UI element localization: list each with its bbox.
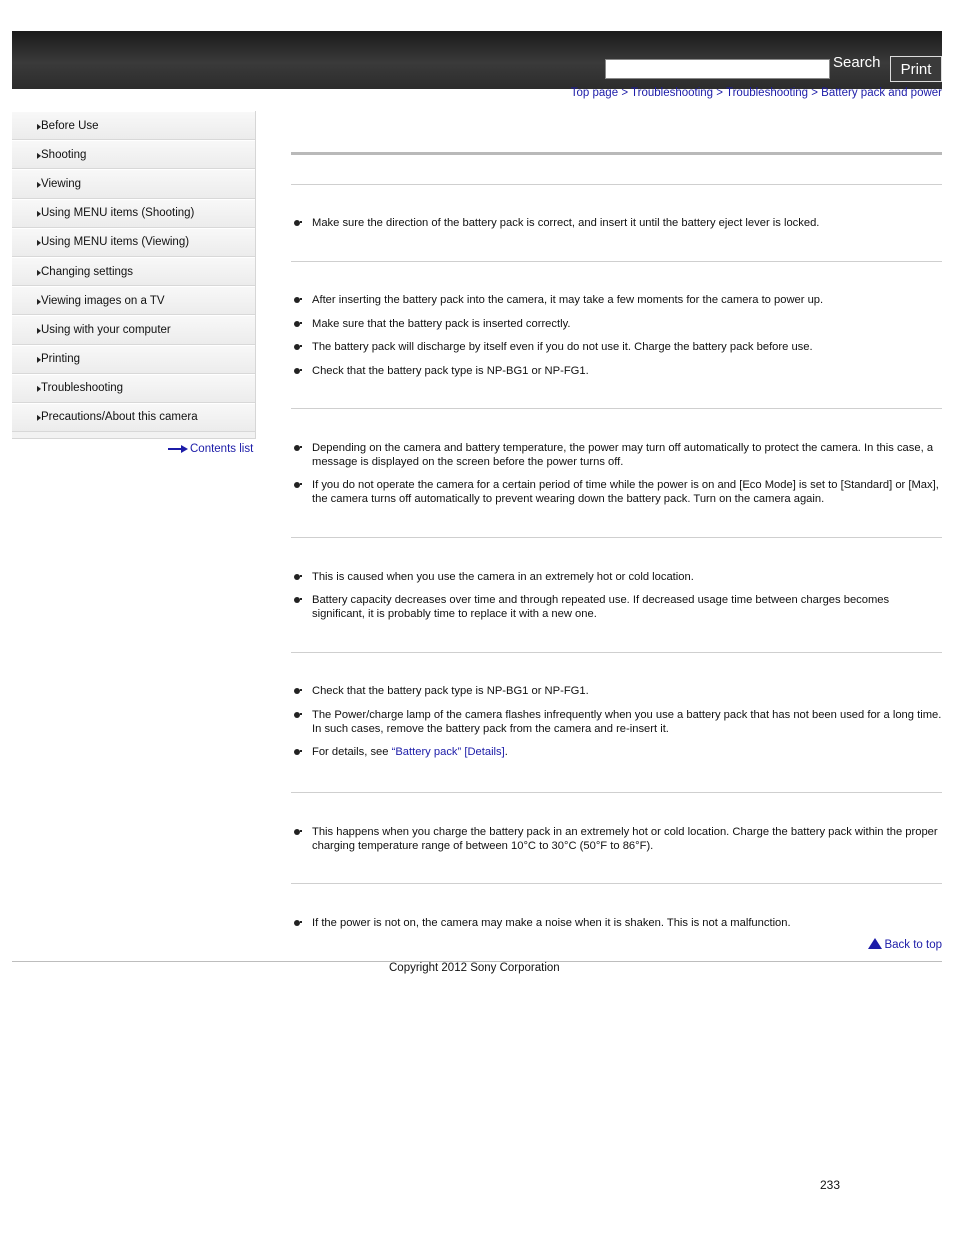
chevron-right-icon <box>37 299 41 305</box>
sidebar-item-troubleshooting[interactable] <box>12 374 255 403</box>
title-divider <box>291 152 942 155</box>
contents-list-label: Contents list <box>190 443 254 455</box>
bullet-icon <box>294 344 300 350</box>
sidebar-item-label: Troubleshooting <box>41 382 124 395</box>
list-item <box>291 478 942 506</box>
sidebar-item-menu-viewing[interactable] <box>12 228 255 257</box>
bullet-icon <box>294 321 300 327</box>
chevron-right-icon <box>37 357 41 363</box>
sidebar-item-label: Using with your computer <box>41 323 171 336</box>
breadcrumb <box>571 87 942 99</box>
sidebar-item-computer[interactable] <box>12 315 255 344</box>
copyright: Copyright 2012 Sony Corporation <box>389 962 560 974</box>
contents-list-link[interactable] <box>168 443 253 455</box>
chevron-right-icon <box>37 386 41 392</box>
sidebar-item-before-use[interactable] <box>12 111 255 140</box>
sidebar-item-label: Viewing <box>41 177 82 190</box>
list-item-text: . <box>504 746 508 758</box>
search-input[interactable] <box>605 59 830 79</box>
list-item-text: If you do not operate the camera for a certain period of time while the power is on and [Eco Mode] is set to [Standard] or [Max], the camera turns off automatically to prevent wearing down the battery pack. Turn on the camera again. <box>312 479 939 505</box>
chevron-right-icon <box>37 123 41 129</box>
sidebar-item-changing-settings[interactable] <box>12 257 255 286</box>
sidebar-item-label: Printing <box>41 353 80 366</box>
sidebar <box>12 111 256 439</box>
list-item <box>291 364 942 378</box>
sidebar-item-menu-shooting[interactable] <box>12 199 255 228</box>
list-item <box>291 441 942 469</box>
section-divider <box>291 261 942 262</box>
battery-pack-details-link[interactable]: “Battery pack” [Details] <box>391 746 505 758</box>
sidebar-item-label: Using MENU items (Shooting) <box>41 207 195 220</box>
list-item-text: After inserting the battery pack into the camera, it may take a few moments for the camera to power up. <box>312 294 824 306</box>
sidebar-item-label: Before Use <box>41 119 99 132</box>
list-item <box>291 708 942 736</box>
chevron-right-icon <box>37 415 41 421</box>
list-item <box>291 684 942 698</box>
list-item-text: This happens when you charge the battery pack in an extremely hot or cold location. Charge the battery pack within the proper charging temperature range of between 10°C to 30°C (50°F to 86°F). <box>312 826 938 852</box>
section-divider <box>291 184 942 185</box>
sidebar-item-viewing[interactable] <box>12 169 255 198</box>
breadcrumb-separator: > <box>716 87 723 99</box>
sidebar-item-label: Using MENU items (Viewing) <box>41 236 190 249</box>
bullet-icon <box>294 712 300 718</box>
list-item <box>291 745 942 759</box>
section-divider <box>291 537 942 538</box>
chevron-right-icon <box>37 153 41 159</box>
breadcrumb-top-page[interactable]: Top page <box>570 87 619 99</box>
sidebar-item-label: Viewing images on a TV <box>41 294 165 307</box>
breadcrumb-battery-pack-and-power[interactable]: Battery pack and power <box>821 87 942 99</box>
sidebar-item-label: Precautions/About this camera <box>41 411 198 424</box>
bullet-icon <box>294 829 300 835</box>
list-item-text: Make sure that the battery pack is inserted correctly. <box>312 318 571 330</box>
chevron-right-icon <box>37 328 41 334</box>
sidebar-item-precautions[interactable] <box>12 403 255 432</box>
back-to-top-label: Back to top <box>884 939 942 951</box>
list-item-text: Battery capacity decreases over time and through repeated use. If decreased usage time between charges becomes significant, it is probably time to replace it with a new one. <box>312 594 890 620</box>
list-item-text: Make sure the direction of the battery pack is correct, and insert it until the battery eject lever is locked. <box>312 217 820 229</box>
list-item <box>291 916 942 930</box>
chevron-right-icon <box>37 211 41 217</box>
triangle-up-icon <box>868 938 882 949</box>
breadcrumb-troubleshooting[interactable]: Troubleshooting <box>631 87 714 99</box>
print-button[interactable]: Print <box>890 56 942 82</box>
chevron-right-icon <box>37 182 41 188</box>
arrow-right-icon <box>168 445 188 453</box>
section-divider <box>291 792 942 793</box>
list-item <box>291 825 942 853</box>
list-item <box>291 570 942 584</box>
list-item <box>291 216 942 230</box>
list-item <box>291 340 942 354</box>
section-divider <box>291 652 942 653</box>
sidebar-item-viewing-on-tv[interactable] <box>12 286 255 315</box>
page-number: 233 <box>820 1178 841 1192</box>
bullet-icon <box>294 482 300 488</box>
bullet-icon <box>294 368 300 374</box>
chevron-right-icon <box>37 240 41 246</box>
list-item-text: The battery pack will discharge by itself even if you do not use it. Charge the battery pack before use. <box>312 341 813 353</box>
list-item <box>291 593 942 621</box>
section-divider <box>291 883 942 884</box>
list-item-text: Check that the battery pack type is NP-BG1 or NP-FG1. <box>312 685 589 697</box>
bullet-icon <box>294 920 300 926</box>
list-item <box>291 317 942 331</box>
back-to-top-link[interactable] <box>868 938 942 951</box>
list-item-text: Depending on the camera and battery temperature, the power may turn off automatically to protect the camera. In this case, a message is displayed on the screen before the power turns off. <box>312 442 934 468</box>
list-item-text: The Power/charge lamp of the camera flashes infrequently when you use a battery pack that has not been used for a long time. In such cases, remove the battery pack from the camera and re-insert it. <box>312 709 942 735</box>
breadcrumb-separator: > <box>811 87 818 99</box>
bullet-icon <box>294 220 300 226</box>
search-button[interactable]: Search <box>833 54 881 71</box>
breadcrumb-troubleshooting-sub[interactable]: Troubleshooting <box>726 87 809 99</box>
breadcrumb-separator: > <box>621 87 629 99</box>
bullet-icon <box>294 445 300 451</box>
list-item-text: If the power is not on, the camera may make a noise when it is shaken. This is not a malfunction. <box>312 917 791 929</box>
list-item-text: Check that the battery pack type is NP-BG1 or NP-FG1. <box>312 365 589 377</box>
sidebar-item-shooting[interactable] <box>12 140 255 169</box>
chevron-right-icon <box>37 269 41 275</box>
bullet-icon <box>294 297 300 303</box>
sidebar-item-label: Changing settings <box>41 265 134 278</box>
bullet-icon <box>294 688 300 694</box>
list-item <box>291 293 942 307</box>
list-item-text: For details, see <box>312 746 392 758</box>
bullet-icon <box>294 749 300 755</box>
sidebar-item-printing[interactable] <box>12 345 255 374</box>
bullet-icon <box>294 574 300 580</box>
sidebar-item-label: Shooting <box>41 148 87 161</box>
list-item-text: This is caused when you use the camera in an extremely hot or cold location. <box>312 571 694 583</box>
section-divider <box>291 408 942 409</box>
bullet-icon <box>294 597 300 603</box>
